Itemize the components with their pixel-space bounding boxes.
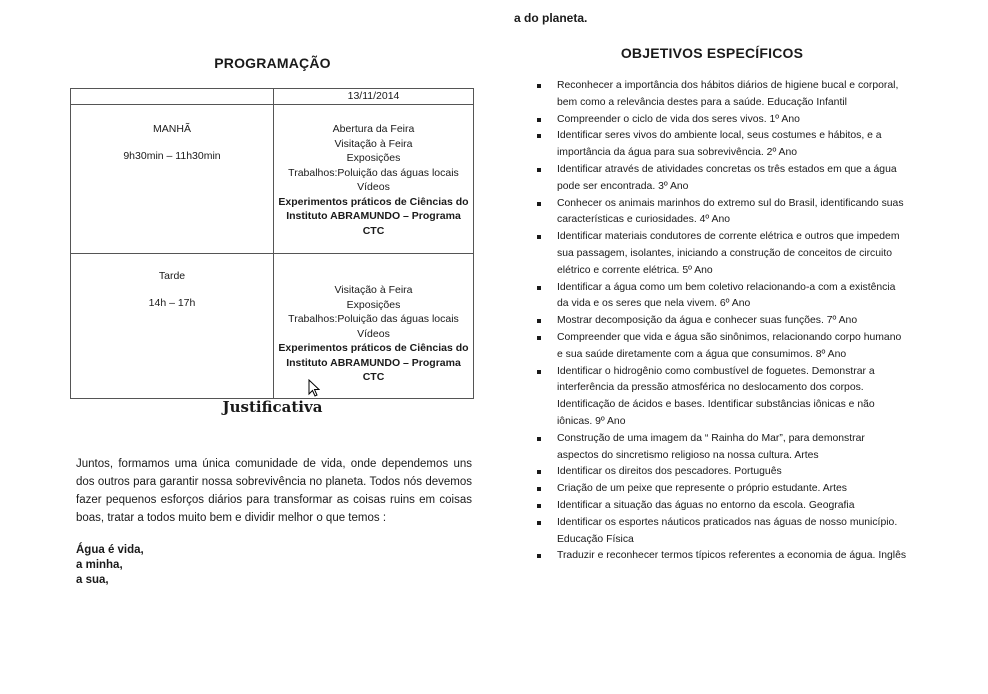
objective-item: Conhecer os animais marinhos do extremo sul do Brasil, identificando suas características e curiosidades. 4º Ano [537,196,907,230]
activities-cell [274,254,474,399]
schedule-header-row [71,89,474,105]
period-label: Tarde [158,270,186,282]
objective-item: Identificar os esportes náuticos praticados nas águas de nosso município. Educação Física [537,515,907,549]
activities-cell [274,105,474,254]
programacao-title: PROGRAMAÇÃO [214,55,331,71]
schedule-row-afternoon [71,254,474,399]
objective-item: Compreender o ciclo de vida dos seres vivos. 1º Ano [537,112,907,129]
objective-item: Identificar a água como um bem coletivo relacionando-a com a existência da vida e os seres que nela vivem. 6º Ano [537,280,907,314]
objective-item: Criação de um peixe que represente o próprio estudante. Artes [537,481,907,498]
objetivos-title: OBJETIVOS ESPECÍFICOS [620,45,804,61]
objective-item: Construção de uma imagem da “ Rainha do Mar”, para demonstrar aspectos do sincretismo religioso na nossa cultura. Artes [537,431,907,465]
mouse-pointer-icon [308,379,320,397]
continued-text-fragment: a do planeta. [514,11,588,25]
activity-item: Exposições [346,298,401,311]
period-time: 9h30min – 11h30min [123,149,221,162]
period-cell [71,105,274,254]
objective-item: Compreender que vida e água são sinônimos, relacionando corpo humano e sua saúde diretamente com a água que consumimos. 8º Ano [537,330,907,364]
activity-item: Visitação à Feira [334,284,413,296]
closing-line: a sua, [76,574,109,586]
period-cell [71,254,274,399]
activity-item: Abertura da Feira [332,123,415,135]
objective-item: Identificar seres vivos do ambiente local, seus costumes e hábitos, e a importância da água para sua sobrevivência. 2º Ano [537,128,907,162]
schedule-table [70,88,474,399]
period-time: 14h – 17h [148,296,196,309]
activity-highlight: Experimentos práticos de Ciências do Instituto ABRAMUNDO – Programa CTC [278,342,469,383]
justificativa-paragraph: Juntos, formamos uma única comunidade de vida, onde dependemos uns dos outros para garantir nossa sobrevivência no planeta. Todos nós devemos fazer pequenos esforços diários para transformar as coisas ruins em coisas boas, tratar a todos muito bem e dividir melhor o que temos : [76,458,472,524]
objetivos-list [537,78,907,565]
header-empty-cell [71,89,274,105]
activity-item: Visitação à Feira [334,137,413,150]
period-label: MANHÃ [153,123,191,135]
schedule-row-morning [71,105,474,254]
closing-line: Água é vida, [76,544,144,556]
activity-item: Vídeos [357,327,390,340]
activity-item: Vídeos [357,181,390,193]
objective-item: Identificar materiais condutores de corrente elétrica e outros que impedem sua passagem, isolantes, iniciando a construção de conceitos de circuito elétrico e corrente elétrica. 5º Ano [537,229,907,279]
objective-item: Identificar o hidrogênio como combustível de foguetes. Demonstrar a interferência da pressão atmosférica no deslocamento dos corpos. Identificação de ácidos e bases. Identificar substâncias iônicas e não iônicas. 9º Ano [537,364,907,431]
objective-item: Identificar através de atividades concretas os três estados em que a água pode ser encontrada. 3º Ano [537,162,907,196]
activity-highlight: Experimentos práticos de Ciências do Instituto ABRAMUNDO – Programa CTC [278,195,469,237]
activity-item: Trabalhos:Poluição das águas locais [288,313,459,325]
activity-item: Exposições [346,152,401,164]
objective-item: Reconhecer a importância dos hábitos diários de higiene bucal e corporal, bem como a relevância destes para a saúde. Educação Infantil [537,78,907,112]
objective-item: Traduzir e reconhecer termos típicos referentes a economia de água. Inglês [537,548,907,565]
objective-item: Identificar a situação das águas no entorno da escola. Geografia [537,498,907,515]
objective-item: Mostrar decomposição da água e conhecer suas funções. 7º Ano [537,313,907,330]
objective-item: Identificar os direitos dos pescadores. Português [537,464,907,481]
justificativa-title: Justificativa [222,398,323,416]
activity-item: Trabalhos:Poluição das águas locais [288,166,459,179]
schedule-date: 13/11/2014 [274,89,474,105]
justificativa-closing-lines [76,543,144,588]
closing-line: a minha, [76,559,123,571]
